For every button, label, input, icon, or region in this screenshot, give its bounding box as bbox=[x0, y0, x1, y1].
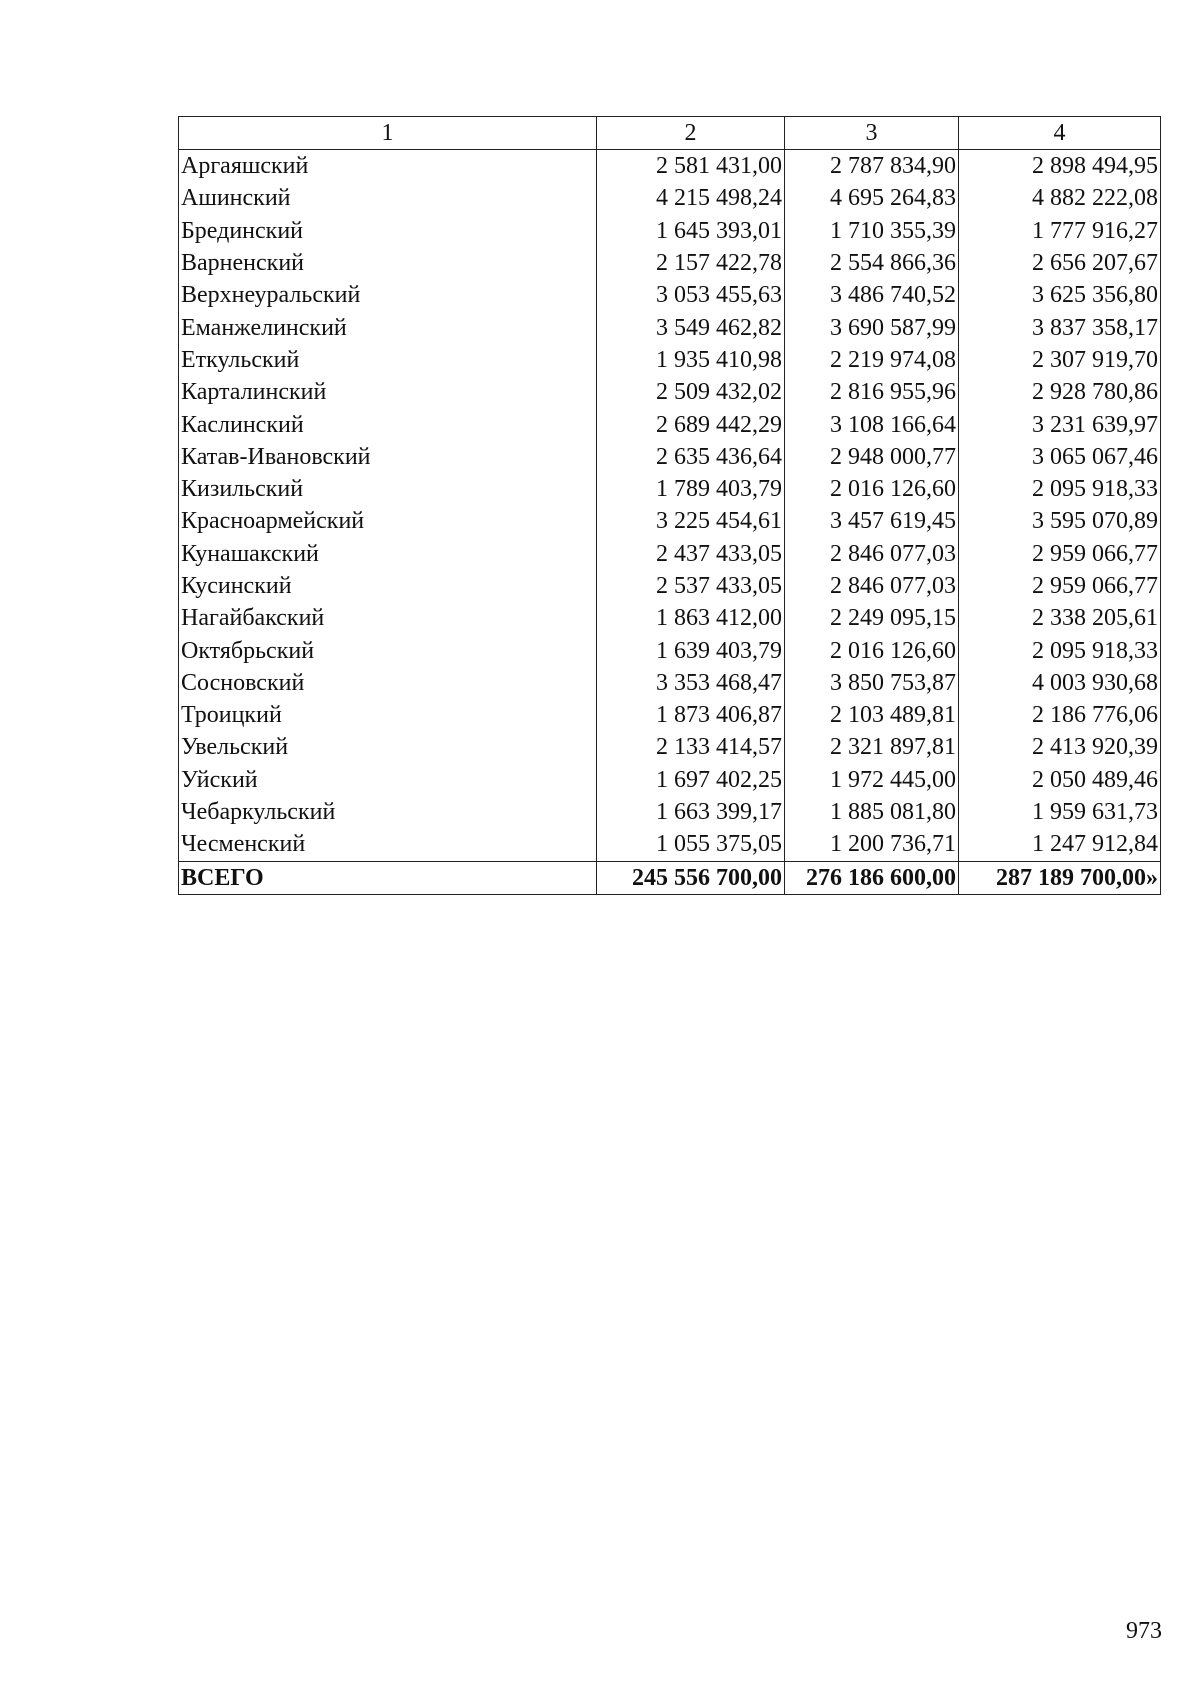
value-cell-col-4: 4 003 930,68 bbox=[959, 667, 1161, 699]
table-row bbox=[179, 441, 1161, 473]
value-cell-col-2: 1 639 403,79 bbox=[597, 634, 785, 666]
value-cell-col-3: 2 219 974,08 bbox=[785, 344, 959, 376]
table-row bbox=[179, 344, 1161, 376]
value-cell-col-3: 1 885 081,80 bbox=[785, 796, 959, 828]
district-name-cell: Катав-Ивановский bbox=[179, 441, 597, 473]
table-row bbox=[179, 279, 1161, 311]
district-name-cell: Красноармейский bbox=[179, 505, 597, 537]
total-col-2: 245 556 700,00 bbox=[597, 861, 785, 894]
table-row bbox=[179, 731, 1161, 763]
value-cell-col-2: 3 053 455,63 bbox=[597, 279, 785, 311]
district-name-cell: Варненский bbox=[179, 247, 597, 279]
district-name-cell: Нагайбакский bbox=[179, 602, 597, 634]
header-cell-3: 3 bbox=[785, 117, 959, 150]
total-row bbox=[179, 861, 1161, 894]
district-name-cell: Увельский bbox=[179, 731, 597, 763]
district-name-cell: Сосновский bbox=[179, 667, 597, 699]
table-row bbox=[179, 667, 1161, 699]
table-row bbox=[179, 634, 1161, 666]
district-name-cell: Троицкий bbox=[179, 699, 597, 731]
table-row bbox=[179, 376, 1161, 408]
value-cell-col-3: 1 200 736,71 bbox=[785, 828, 959, 861]
value-cell-col-2: 2 635 436,64 bbox=[597, 441, 785, 473]
table-row bbox=[179, 311, 1161, 343]
value-cell-col-4: 1 247 912,84 bbox=[959, 828, 1161, 861]
table-row bbox=[179, 473, 1161, 505]
value-cell-col-2: 1 935 410,98 bbox=[597, 344, 785, 376]
table-row bbox=[179, 602, 1161, 634]
page-number: 973 bbox=[1126, 1618, 1162, 1644]
district-name-cell: Октябрьский bbox=[179, 634, 597, 666]
value-cell-col-3: 1 710 355,39 bbox=[785, 215, 959, 247]
value-cell-col-4: 2 307 919,70 bbox=[959, 344, 1161, 376]
value-cell-col-2: 2 537 433,05 bbox=[597, 570, 785, 602]
value-cell-col-3: 4 695 264,83 bbox=[785, 182, 959, 214]
header-row bbox=[179, 117, 1161, 150]
value-cell-col-2: 1 697 402,25 bbox=[597, 764, 785, 796]
value-cell-col-3: 2 816 955,96 bbox=[785, 376, 959, 408]
district-name-cell: Каслинский bbox=[179, 408, 597, 440]
value-cell-col-4: 2 338 205,61 bbox=[959, 602, 1161, 634]
district-name-cell: Кизильский bbox=[179, 473, 597, 505]
value-cell-col-3: 2 846 077,03 bbox=[785, 538, 959, 570]
value-cell-col-4: 1 959 631,73 bbox=[959, 796, 1161, 828]
value-cell-col-2: 1 789 403,79 bbox=[597, 473, 785, 505]
value-cell-col-3: 3 486 740,52 bbox=[785, 279, 959, 311]
district-name-cell: Чесменский bbox=[179, 828, 597, 861]
value-cell-col-4: 2 050 489,46 bbox=[959, 764, 1161, 796]
district-name-cell: Чебаркульский bbox=[179, 796, 597, 828]
table-row bbox=[179, 570, 1161, 602]
value-cell-col-3: 2 787 834,90 bbox=[785, 150, 959, 183]
value-cell-col-2: 4 215 498,24 bbox=[597, 182, 785, 214]
total-col-3: 276 186 600,00 bbox=[785, 861, 959, 894]
value-cell-col-2: 1 863 412,00 bbox=[597, 602, 785, 634]
value-cell-col-3: 2 249 095,15 bbox=[785, 602, 959, 634]
value-cell-col-3: 2 554 866,36 bbox=[785, 247, 959, 279]
value-cell-col-3: 2 948 000,77 bbox=[785, 441, 959, 473]
value-cell-col-3: 3 690 587,99 bbox=[785, 311, 959, 343]
value-cell-col-4: 3 837 358,17 bbox=[959, 311, 1161, 343]
district-name-cell: Еткульский bbox=[179, 344, 597, 376]
district-name-cell: Кусинский bbox=[179, 570, 597, 602]
table-row bbox=[179, 247, 1161, 279]
header-cell-4: 4 bbox=[959, 117, 1161, 150]
value-cell-col-3: 3 108 166,64 bbox=[785, 408, 959, 440]
value-cell-col-4: 2 656 207,67 bbox=[959, 247, 1161, 279]
header-cell-2: 2 bbox=[597, 117, 785, 150]
value-cell-col-4: 3 231 639,97 bbox=[959, 408, 1161, 440]
value-cell-col-4: 2 928 780,86 bbox=[959, 376, 1161, 408]
value-cell-col-3: 2 846 077,03 bbox=[785, 570, 959, 602]
value-cell-col-2: 3 225 454,61 bbox=[597, 505, 785, 537]
value-cell-col-4: 4 882 222,08 bbox=[959, 182, 1161, 214]
table-row bbox=[179, 699, 1161, 731]
value-cell-col-3: 2 321 897,81 bbox=[785, 731, 959, 763]
table-row bbox=[179, 408, 1161, 440]
value-cell-col-2: 1 873 406,87 bbox=[597, 699, 785, 731]
value-cell-col-2: 2 581 431,00 bbox=[597, 150, 785, 183]
district-name-cell: Еманжелинский bbox=[179, 311, 597, 343]
value-cell-col-3: 3 457 619,45 bbox=[785, 505, 959, 537]
table-body bbox=[179, 150, 1161, 895]
value-cell-col-2: 1 663 399,17 bbox=[597, 796, 785, 828]
value-cell-col-2: 2 689 442,29 bbox=[597, 408, 785, 440]
table-row bbox=[179, 764, 1161, 796]
value-cell-col-2: 2 509 432,02 bbox=[597, 376, 785, 408]
value-cell-col-3: 2 016 126,60 bbox=[785, 473, 959, 505]
table-row bbox=[179, 538, 1161, 570]
value-cell-col-3: 2 016 126,60 bbox=[785, 634, 959, 666]
value-cell-col-4: 3 625 356,80 bbox=[959, 279, 1161, 311]
table-row bbox=[179, 828, 1161, 861]
total-label: ВСЕГО bbox=[179, 861, 597, 894]
value-cell-col-2: 3 549 462,82 bbox=[597, 311, 785, 343]
value-cell-col-3: 2 103 489,81 bbox=[785, 699, 959, 731]
district-name-cell: Аргаяшский bbox=[179, 150, 597, 183]
value-cell-col-2: 2 437 433,05 bbox=[597, 538, 785, 570]
district-name-cell: Уйский bbox=[179, 764, 597, 796]
value-cell-col-2: 2 133 414,57 bbox=[597, 731, 785, 763]
value-cell-col-4: 3 065 067,46 bbox=[959, 441, 1161, 473]
value-cell-col-3: 3 850 753,87 bbox=[785, 667, 959, 699]
value-cell-col-4: 2 413 920,39 bbox=[959, 731, 1161, 763]
header-cell-1: 1 bbox=[179, 117, 597, 150]
value-cell-col-4: 2 898 494,95 bbox=[959, 150, 1161, 183]
value-cell-col-4: 2 095 918,33 bbox=[959, 634, 1161, 666]
district-name-cell: Ашинский bbox=[179, 182, 597, 214]
value-cell-col-2: 1 055 375,05 bbox=[597, 828, 785, 861]
table-row bbox=[179, 182, 1161, 214]
table-row bbox=[179, 796, 1161, 828]
value-cell-col-2: 2 157 422,78 bbox=[597, 247, 785, 279]
value-cell-col-4: 2 959 066,77 bbox=[959, 538, 1161, 570]
value-cell-col-4: 3 595 070,89 bbox=[959, 505, 1161, 537]
value-cell-col-4: 2 186 776,06 bbox=[959, 699, 1161, 731]
district-name-cell: Кунашакский bbox=[179, 538, 597, 570]
total-col-4: 287 189 700,00» bbox=[959, 861, 1161, 894]
budget-table bbox=[178, 116, 1161, 895]
value-cell-col-2: 3 353 468,47 bbox=[597, 667, 785, 699]
table-row bbox=[179, 150, 1161, 183]
table-row bbox=[179, 215, 1161, 247]
value-cell-col-4: 2 959 066,77 bbox=[959, 570, 1161, 602]
value-cell-col-2: 1 645 393,01 bbox=[597, 215, 785, 247]
table-row bbox=[179, 505, 1161, 537]
district-name-cell: Карталинский bbox=[179, 376, 597, 408]
district-name-cell: Брединский bbox=[179, 215, 597, 247]
value-cell-col-4: 2 095 918,33 bbox=[959, 473, 1161, 505]
value-cell-col-3: 1 972 445,00 bbox=[785, 764, 959, 796]
value-cell-col-4: 1 777 916,27 bbox=[959, 215, 1161, 247]
district-name-cell: Верхнеуральский bbox=[179, 279, 597, 311]
